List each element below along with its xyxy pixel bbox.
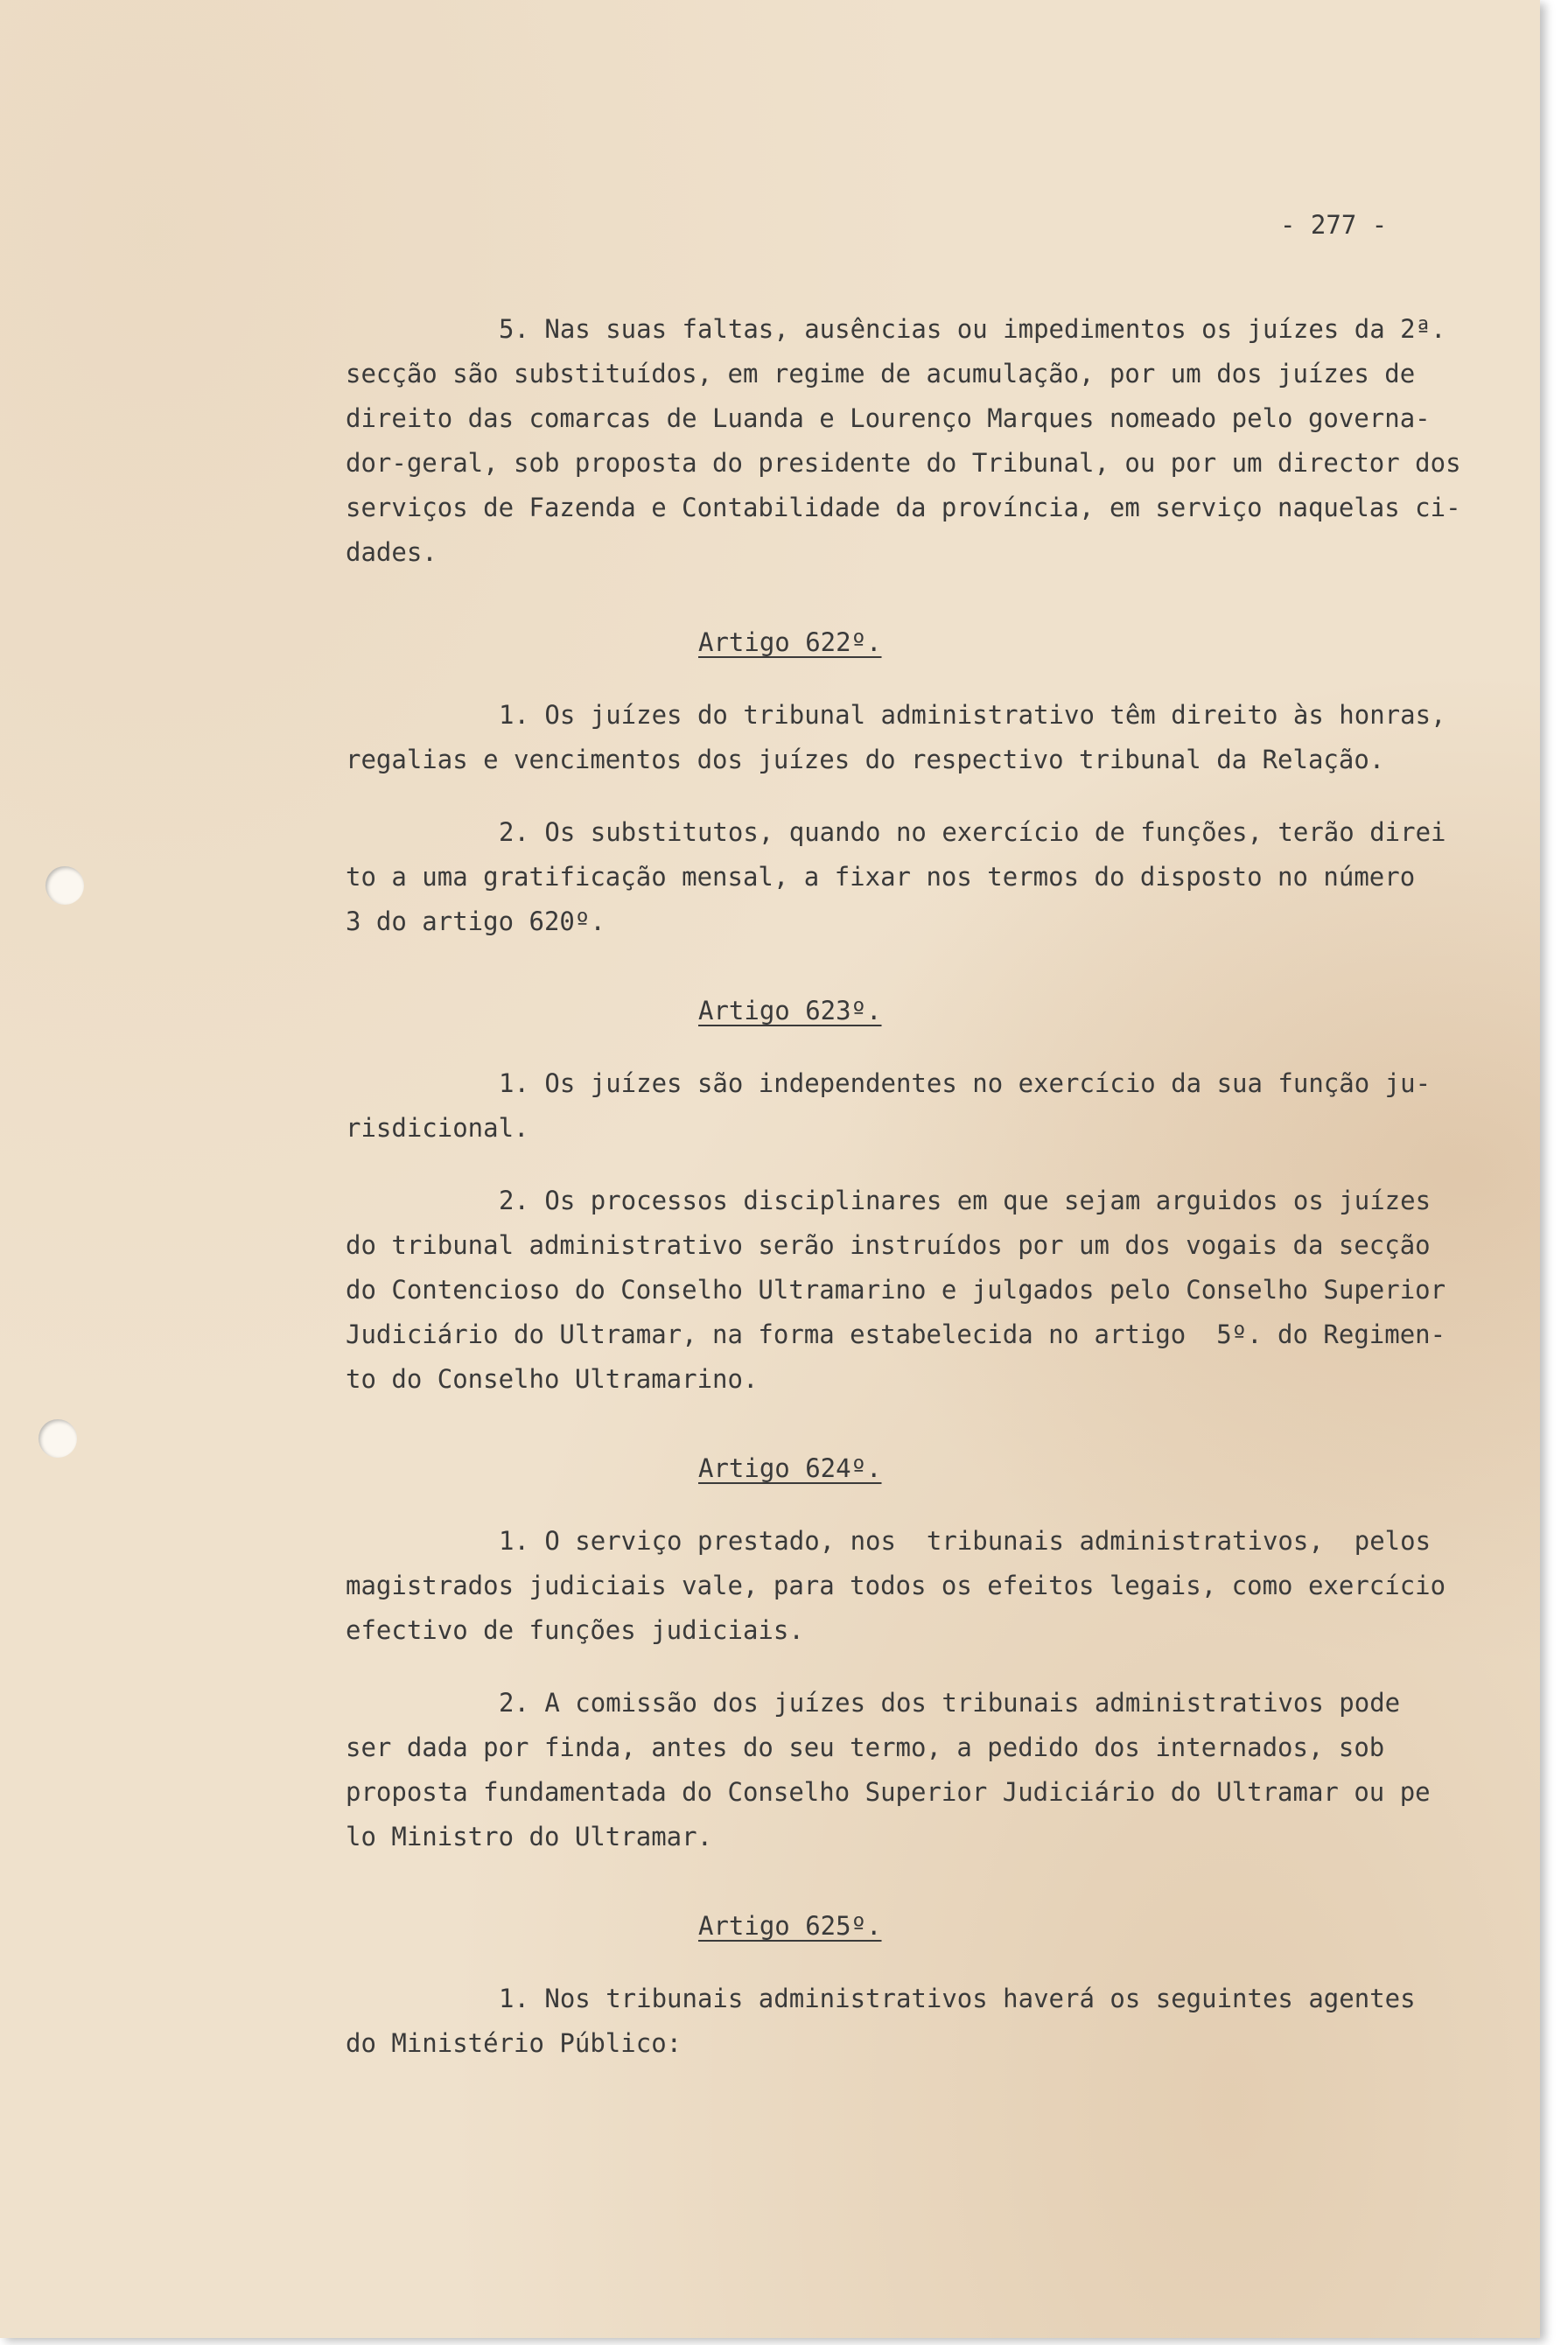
- paragraph-line: magistrados judiciais vale, para todos os efeitos legais, como exercício: [346, 1571, 1446, 1600]
- paragraph-line: regalias e vencimentos dos juízes do respectivo tribunal da Relação.: [346, 745, 1385, 774]
- article-heading: Artigo 622º.: [698, 627, 882, 657]
- paragraph-line: do Contencioso do Conselho Ultramarino e julgados pelo Conselho Superior: [346, 1275, 1446, 1305]
- article-heading: Artigo 625º.: [698, 1911, 882, 1941]
- paragraph-line: 3 do artigo 620º.: [346, 906, 606, 936]
- punch-hole-top: [46, 866, 84, 905]
- paragraph-line: serviços de Fazenda e Contabilidade da província, em serviço naquelas ci-: [346, 493, 1461, 522]
- paragraph-line: do Ministério Público:: [346, 2028, 682, 2058]
- paragraph-line: risdicional.: [346, 1113, 529, 1143]
- paragraph-line: 5. Nas suas faltas, ausências ou impedimentos os juízes da 2ª.: [499, 314, 1446, 344]
- page-number: - 277 -: [1280, 210, 1388, 240]
- paragraph-line: Judiciário do Ultramar, na forma estabelecida no artigo 5º. do Regimen-: [346, 1320, 1446, 1349]
- paragraph-line: efectivo de funções judiciais.: [346, 1615, 804, 1645]
- paragraph-line: dades.: [346, 537, 438, 567]
- paragraph-line: 2. Os processos disciplinares em que sejam arguidos os juízes: [499, 1186, 1432, 1215]
- paragraph-line: 1. Nos tribunais administrativos haverá os seguintes agentes: [499, 1984, 1416, 2013]
- paragraph-line: 1. Os juízes são independentes no exercício da sua função ju-: [499, 1068, 1432, 1098]
- paragraph-line: to do Conselho Ultramarino.: [346, 1364, 759, 1394]
- paragraph-line: do tribunal administrativo serão instruídos por um dos vogais da secção: [346, 1230, 1431, 1260]
- paragraph-line: dor-geral, sob proposta do presidente do Tribunal, ou por um director dos: [346, 448, 1461, 478]
- paragraph-line: to a uma gratificação mensal, a fixar nos termos do disposto no número: [346, 862, 1416, 892]
- paragraph-line: secção são substituídos, em regime de acumulação, por um dos juízes de: [346, 359, 1416, 388]
- article-heading: Artigo 624º.: [698, 1453, 882, 1483]
- paragraph-line: 2. A comissão dos juízes dos tribunais administrativos pode: [499, 1688, 1401, 1718]
- paragraph-line: direito das comarcas de Luanda e Lourenço Marques nomeado pelo governa-: [346, 403, 1431, 433]
- article-heading: Artigo 623º.: [698, 996, 882, 1026]
- paragraph-line: lo Ministro do Ultramar.: [346, 1822, 713, 1852]
- paragraph-line: 2. Os substitutos, quando no exercício de funções, terão direi: [499, 817, 1446, 847]
- paragraph-line: proposta fundamentada do Conselho Superior Judiciário do Ultramar ou pe: [346, 1777, 1431, 1807]
- paragraph-line: ser dada por finda, antes do seu termo, a pedido dos internados, sob: [346, 1732, 1385, 1762]
- paragraph-line: 1. Os juízes do tribunal administrativo têm direito às honras,: [499, 700, 1446, 730]
- paragraph-line: 1. O serviço prestado, nos tribunais administrativos, pelos: [499, 1526, 1432, 1556]
- punch-hole-bottom: [38, 1419, 77, 1458]
